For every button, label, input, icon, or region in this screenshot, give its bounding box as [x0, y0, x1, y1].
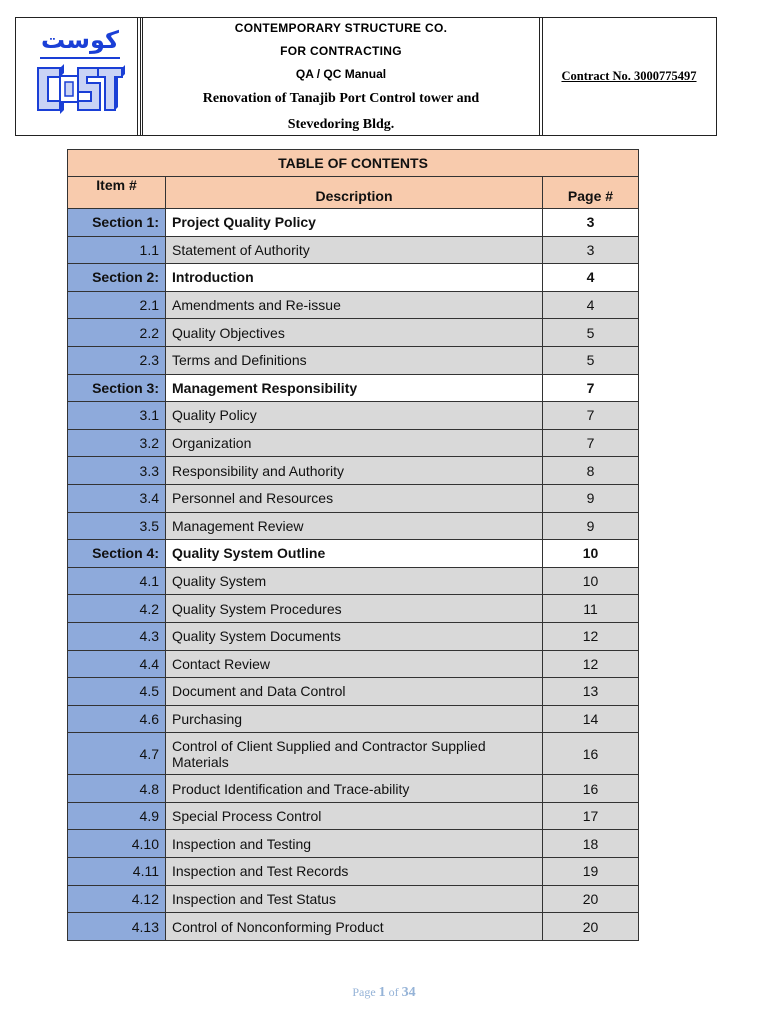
toc-desc-cell: Organization	[166, 429, 543, 457]
toc-page-cell: 5	[543, 346, 639, 374]
toc-item-cell: 4.2	[68, 595, 166, 623]
toc-item-cell: 1.1	[68, 236, 166, 264]
contract-number: Contract No. 3000775497	[561, 69, 697, 83]
toc-desc-cell: Project Quality Policy	[166, 209, 543, 237]
toc-page-cell: 20	[543, 885, 639, 913]
footer-current-page: 1	[378, 985, 386, 1000]
toc-desc-cell: Personnel and Resources	[166, 484, 543, 512]
toc-row	[68, 733, 639, 775]
toc-row	[68, 402, 639, 430]
toc-page-cell: 10	[543, 540, 639, 568]
svg-text:كوست: كوست	[40, 26, 120, 54]
toc-desc-cell: Terms and Definitions	[166, 346, 543, 374]
toc-page-cell: 7	[543, 429, 639, 457]
toc-row	[68, 913, 639, 941]
toc-page-cell: 7	[543, 402, 639, 430]
toc-page-cell: 13	[543, 678, 639, 706]
toc-header-row	[68, 177, 639, 209]
toc-row	[68, 319, 639, 347]
cost-logo-icon	[34, 24, 126, 122]
toc-row	[68, 457, 639, 485]
toc-page-cell: 4	[543, 291, 639, 319]
toc-desc-cell: Amendments and Re-issue	[166, 291, 543, 319]
toc-desc-cell: Quality System Outline	[166, 540, 543, 568]
toc-row	[68, 595, 639, 623]
contract-cell	[542, 18, 716, 135]
toc-desc-cell: Control of Client Supplied and Contractor Supplied Materials	[166, 733, 543, 775]
toc-desc-cell: Management Review	[166, 512, 543, 540]
toc-row	[68, 236, 639, 264]
toc-item-cell: 3.4	[68, 484, 166, 512]
toc-row	[68, 858, 639, 886]
document-header	[15, 17, 717, 136]
toc-desc-cell: Inspection and Testing	[166, 830, 543, 858]
toc-row	[68, 885, 639, 913]
company-subtitle: FOR CONTRACTING	[280, 44, 402, 58]
toc-row	[68, 650, 639, 678]
toc-page-cell: 11	[543, 595, 639, 623]
toc-item-cell: 4.8	[68, 775, 166, 803]
toc-item-cell: Section 3:	[68, 374, 166, 402]
column-header-description: Description	[166, 177, 543, 209]
toc-desc-cell: Document and Data Control	[166, 678, 543, 706]
toc-item-cell: 2.2	[68, 319, 166, 347]
footer-of-word: of	[388, 985, 399, 999]
company-name: CONTEMPORARY STRUCTURE CO.	[234, 21, 448, 35]
toc-row	[68, 291, 639, 319]
toc-item-cell: 3.5	[68, 512, 166, 540]
toc-page-cell: 14	[543, 705, 639, 733]
toc-desc-cell: Quality System	[166, 567, 543, 595]
header-title-block	[140, 18, 543, 135]
toc-row	[68, 775, 639, 803]
toc-item-cell: 4.9	[68, 802, 166, 830]
toc-item-cell: 3.3	[68, 457, 166, 485]
toc-item-cell: 4.1	[68, 567, 166, 595]
toc-row	[68, 346, 639, 374]
manual-title: QA / QC Manual	[295, 67, 387, 81]
toc-page-cell: 16	[543, 733, 639, 775]
toc-item-cell: Section 2:	[68, 264, 166, 292]
toc-row	[68, 705, 639, 733]
toc-title-row	[68, 150, 639, 177]
toc-section-row	[68, 209, 639, 237]
column-header-page: Page #	[543, 177, 639, 209]
toc-desc-cell: Quality System Procedures	[166, 595, 543, 623]
toc-desc-cell: Contact Review	[166, 650, 543, 678]
toc-page-cell: 19	[543, 858, 639, 886]
column-header-item: Item #	[68, 177, 166, 209]
toc-item-cell: Section 1:	[68, 209, 166, 237]
toc-item-cell: 4.6	[68, 705, 166, 733]
toc-desc-cell: Quality Policy	[166, 402, 543, 430]
toc-row	[68, 429, 639, 457]
footer-page-word: Page	[352, 985, 376, 999]
toc-item-cell: 4.13	[68, 913, 166, 941]
toc-page-cell: 12	[543, 622, 639, 650]
toc-item-cell: Section 4:	[68, 540, 166, 568]
table-of-contents	[67, 149, 639, 941]
toc-page-cell: 5	[543, 319, 639, 347]
toc-desc-cell: Special Process Control	[166, 802, 543, 830]
toc-row	[68, 622, 639, 650]
toc-page-cell: 16	[543, 775, 639, 803]
toc-page-cell: 12	[543, 650, 639, 678]
toc-page-cell: 3	[543, 209, 639, 237]
toc-desc-cell: Quality System Documents	[166, 622, 543, 650]
toc-item-cell: 4.5	[68, 678, 166, 706]
toc-item-cell: 2.1	[68, 291, 166, 319]
toc-desc-cell: Responsibility and Authority	[166, 457, 543, 485]
toc-page-cell: 3	[543, 236, 639, 264]
project-title-line1: Renovation of Tanajib Port Control tower and	[202, 91, 480, 106]
toc-item-cell: 4.3	[68, 622, 166, 650]
toc-desc-cell: Inspection and Test Status	[166, 885, 543, 913]
toc-page-cell: 8	[543, 457, 639, 485]
toc-row	[68, 678, 639, 706]
toc-page-cell: 17	[543, 802, 639, 830]
toc-desc-cell: Management Responsibility	[166, 374, 543, 402]
footer-total-pages: 34	[401, 985, 416, 1000]
company-logo	[16, 18, 141, 135]
toc-page-cell: 20	[543, 913, 639, 941]
toc-section-row	[68, 264, 639, 292]
project-title-line2: Stevedoring Bldg.	[287, 117, 395, 132]
toc-desc-cell: Quality Objectives	[166, 319, 543, 347]
toc-desc-cell: Statement of Authority	[166, 236, 543, 264]
toc-page-cell: 18	[543, 830, 639, 858]
toc-row	[68, 802, 639, 830]
toc-row	[68, 830, 639, 858]
toc-row	[68, 484, 639, 512]
toc-desc-cell: Control of Nonconforming Product	[166, 913, 543, 941]
toc-section-row	[68, 540, 639, 568]
toc-section-row	[68, 374, 639, 402]
toc-desc-cell: Product Identification and Trace-ability	[166, 775, 543, 803]
toc-desc-cell: Introduction	[166, 264, 543, 292]
toc-row	[68, 567, 639, 595]
toc-page-cell: 9	[543, 512, 639, 540]
toc-item-cell: 3.2	[68, 429, 166, 457]
toc-item-cell: 4.4	[68, 650, 166, 678]
toc-desc-cell: Inspection and Test Records	[166, 858, 543, 886]
page-footer	[0, 985, 768, 1001]
toc-page-cell: 10	[543, 567, 639, 595]
toc-item-cell: 2.3	[68, 346, 166, 374]
toc-title: TABLE OF CONTENTS	[68, 150, 639, 177]
toc-page-cell: 4	[543, 264, 639, 292]
toc-item-cell: 4.7	[68, 733, 166, 775]
toc-item-cell: 4.12	[68, 885, 166, 913]
toc-desc-cell: Purchasing	[166, 705, 543, 733]
toc-item-cell: 4.11	[68, 858, 166, 886]
toc-item-cell: 3.1	[68, 402, 166, 430]
toc-page-cell: 9	[543, 484, 639, 512]
toc-row	[68, 512, 639, 540]
toc-item-cell: 4.10	[68, 830, 166, 858]
toc-page-cell: 7	[543, 374, 639, 402]
